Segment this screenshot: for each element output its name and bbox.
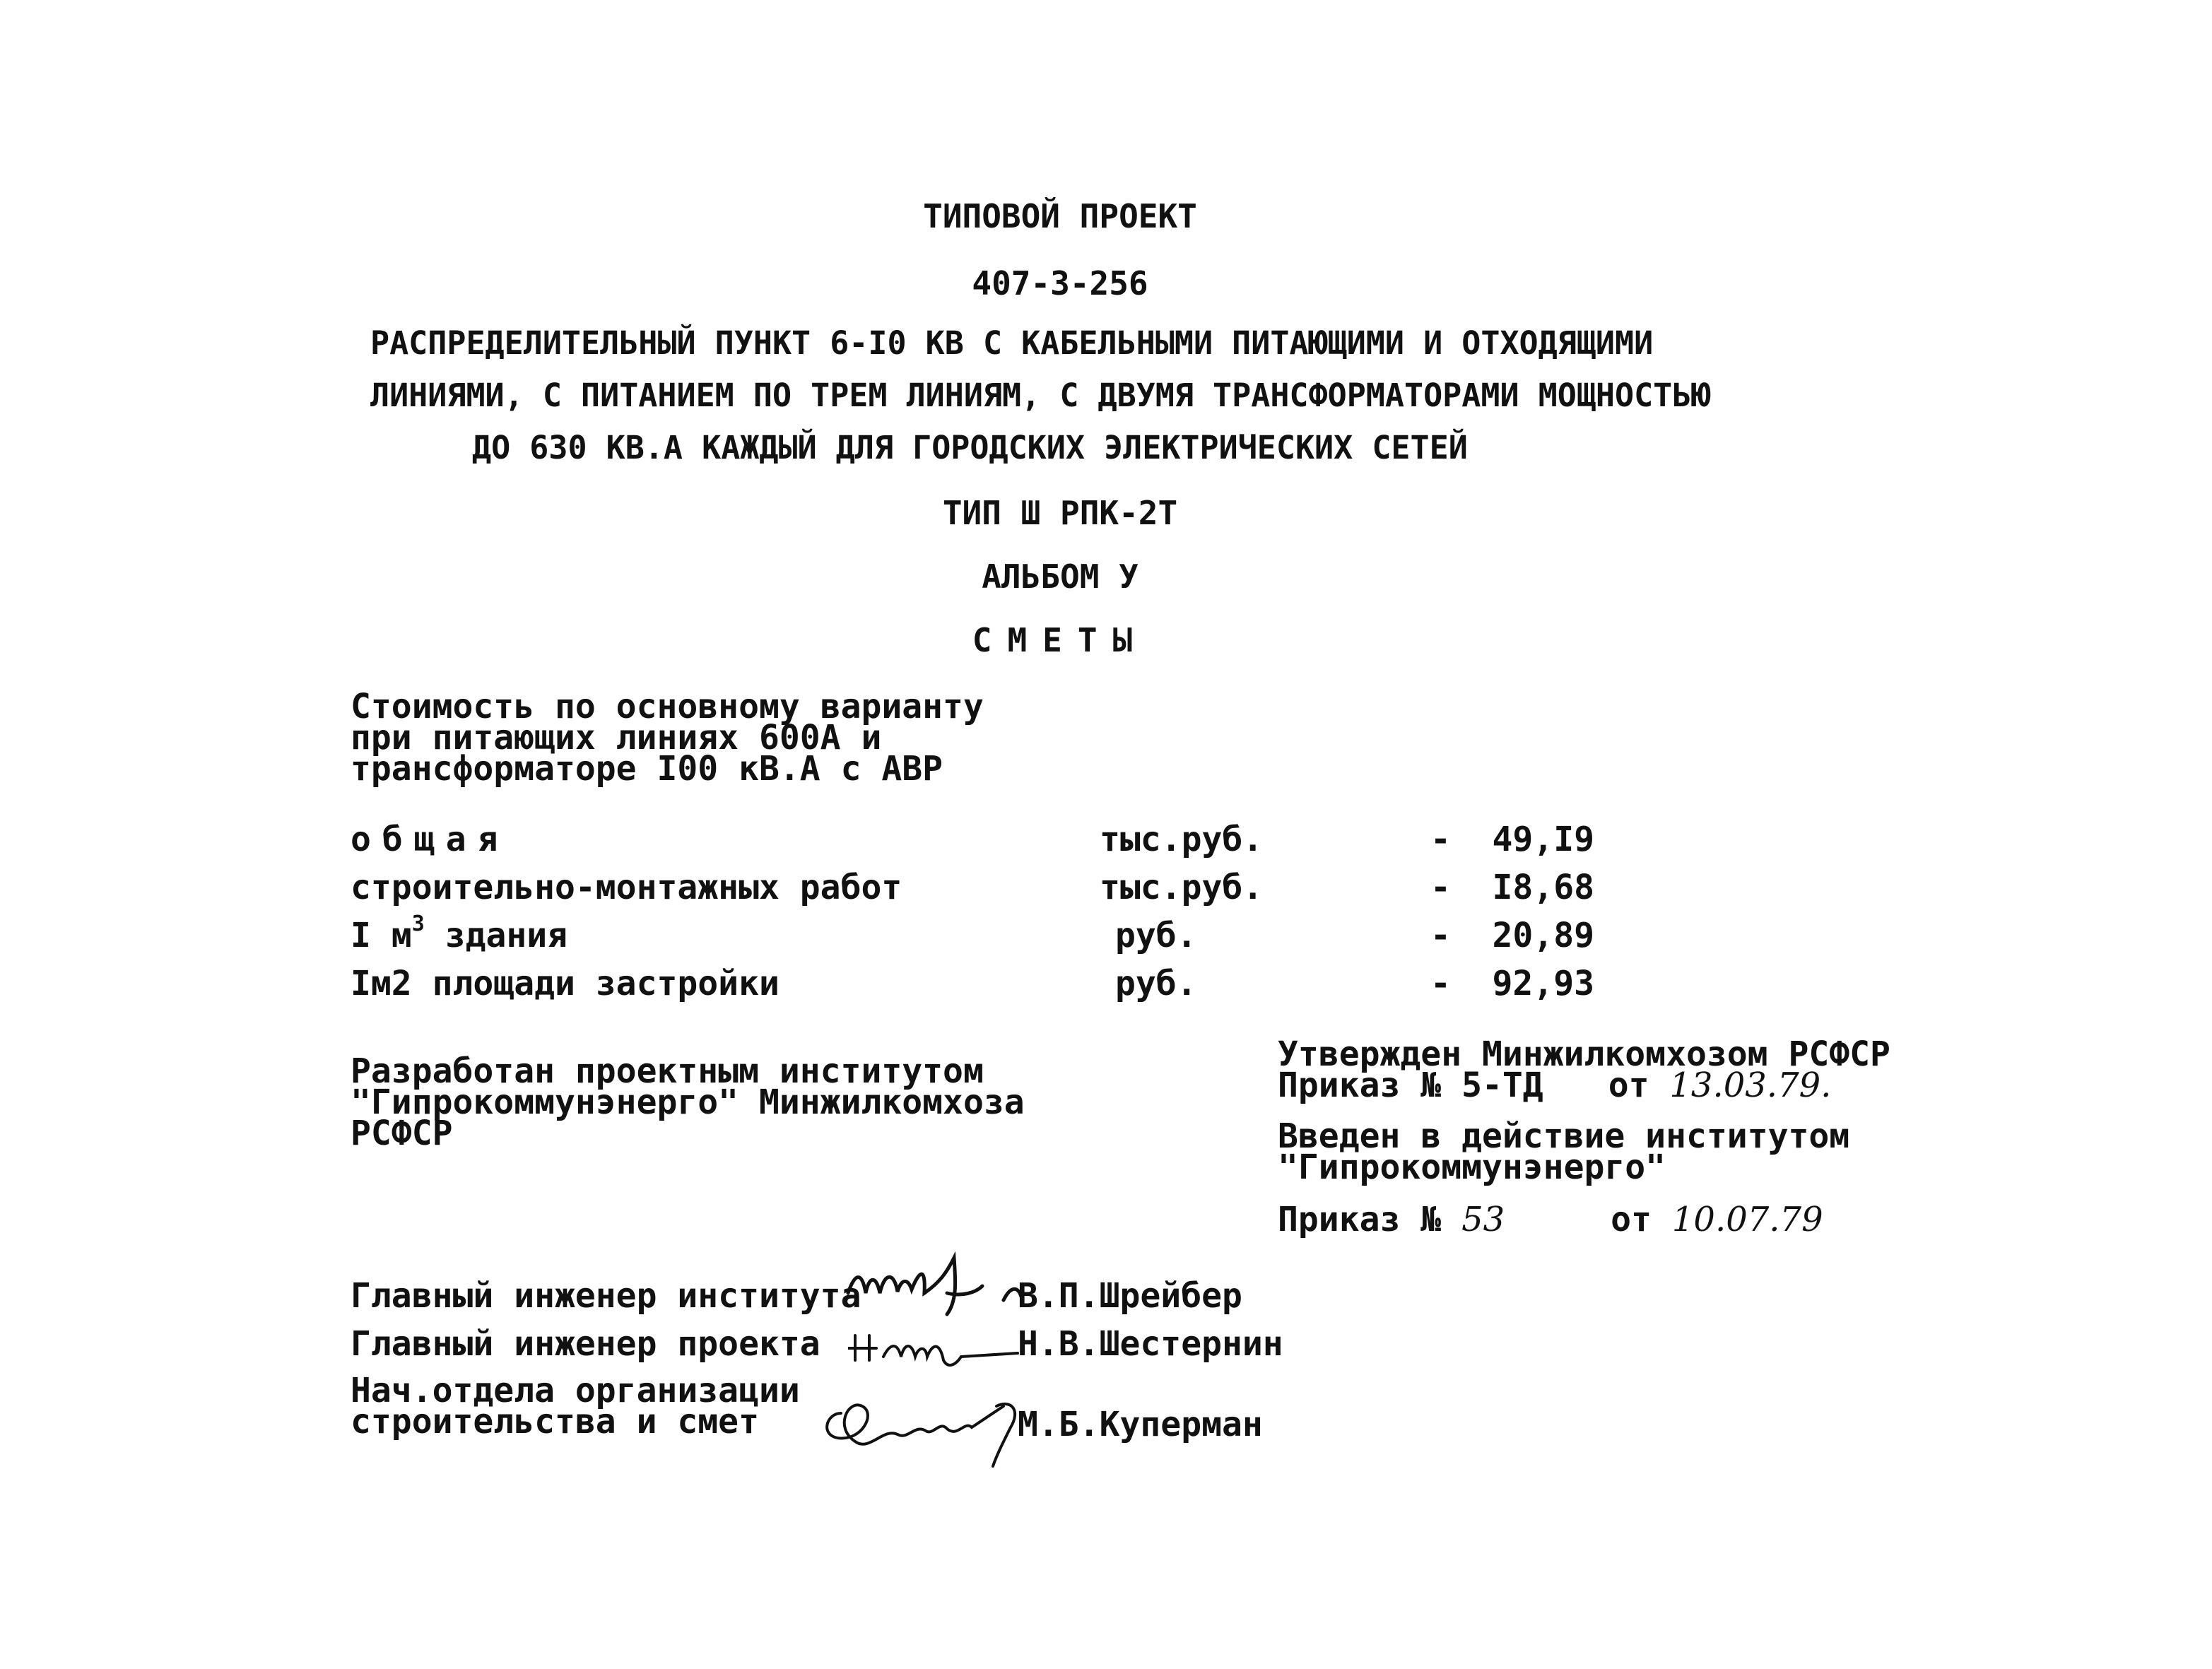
cost-label-sup: 3 [411,912,425,936]
signature-row-1 [351,1276,861,1316]
cost-label: общая [351,820,510,859]
cost-row-per-m2 [351,964,1594,1006]
cost-value: 49,I9 [1492,820,1594,859]
cost-unit: руб. [1115,916,1197,955]
handwritten-signature-1 [841,1244,1032,1321]
cost-unit: руб. [1115,964,1197,1003]
cost-intro-line-1: Стоимость по основному варианту [351,687,984,726]
signature-row-3 [351,1371,800,1441]
order-1-date: 13.03.79. [1669,1066,1832,1105]
introduced-line-1: Введен в действие институтом [1278,1116,1850,1156]
handwritten-signature-2 [848,1321,1025,1378]
signature-row-2 [351,1324,820,1364]
doc-type: ТИПОВОЙ ПРОЕКТ [923,197,1197,235]
order-1-label: Приказ № 5-ТД [1278,1066,1543,1105]
order-1 [1278,1066,1890,1105]
order-2-number: 53 [1461,1200,1505,1239]
introduced-line-2: "Гипрокоммунэнерго" [1278,1148,1666,1187]
cost-dash: - [1430,964,1451,1003]
cost-row-per-m3 [351,912,1594,958]
order-2-date: 10.07.79 [1671,1200,1823,1239]
signature-name-2: Н.В.Шестернин [1018,1324,1283,1364]
project-title-line-2: ЛИНИЯМИ, С ПИТАНИЕМ ПО ТРЕМ ЛИНИЯМ, С ДВУМЯ ТРАНСФОРМАТОРАМИ МОЩНОСТЬЮ [370,377,1711,414]
project-title-line-3: ДО 630 КВ.А КАЖДЫЙ ДЛЯ ГОРОДСКИХ ЭЛЕКТРИЧЕСКИХ СЕТЕЙ [472,429,1468,466]
signature-role: Главный инженер проекта [351,1324,820,1364]
cost-value: 92,93 [1492,964,1594,1003]
cost-value: I8,68 [1492,868,1594,907]
handwritten-signature-3 [820,1385,1025,1470]
cost-intro [351,687,984,789]
cost-unit: тыс.руб. [1100,868,1264,907]
cost-intro-line-3: трансформаторе I00 кВ.А с АВР [351,749,943,789]
cost-label [351,912,568,955]
cost-dash: - [1430,868,1451,907]
order-2-date-label: от [1611,1200,1652,1239]
signature-role: Главный инженер института [351,1276,861,1316]
developer-line-2: "Гипрокоммунэнерго" Минжилкомхоза [351,1083,1025,1122]
project-number: 407-3-256 [972,264,1148,302]
cost-label-prefix: I м [351,916,412,955]
introduced-block [1278,1116,1850,1187]
cost-label: Iм2 площади застройки [351,964,780,1003]
cost-label: строительно-монтажных работ [351,868,902,907]
developer-line-1: Разработан проектным институтом [351,1051,984,1091]
approved-by: Утвержден Минжилкомхозом РСФСР [1278,1034,1890,1074]
developer-line-3: РСФСР [351,1114,453,1153]
signature-role-line-1: Нач.отдела организации [351,1371,800,1410]
approval-block [1278,1034,1890,1105]
signature-name-3: М.Б.Куперман [1018,1405,1263,1444]
section-title: СМЕТЫ [972,621,1148,659]
cost-dash: - [1430,820,1451,859]
developer-block [351,1051,1025,1153]
cost-intro-line-2: при питающих линиях 600А и [351,718,882,757]
cost-row-total [351,820,1594,862]
cost-row-construction [351,868,1594,910]
signature-name-1: В.П.Шрейбер [1018,1276,1242,1316]
type-label: ТИП Ш РПК-2Т [942,494,1178,532]
cost-dash: - [1430,916,1451,955]
signature-role-line-2: строительства и смет [351,1402,759,1441]
album-label: АЛЬБОМ У [982,558,1139,596]
project-title-line-1: РАСПРЕДЕЛИТЕЛЬНЫЙ ПУНКТ 6-I0 КВ С КАБЕЛЬНЫМИ ПИТАЮЩИМИ И ОТХОДЯЩИМИ [370,324,1654,362]
order-2 [1278,1200,1823,1239]
cost-unit: тыс.руб. [1100,820,1264,859]
order-2-label: Приказ № [1278,1200,1442,1239]
cost-value: 20,89 [1492,916,1594,955]
order-1-date-label: от [1608,1066,1649,1105]
cost-label-suffix: здания [424,916,568,955]
